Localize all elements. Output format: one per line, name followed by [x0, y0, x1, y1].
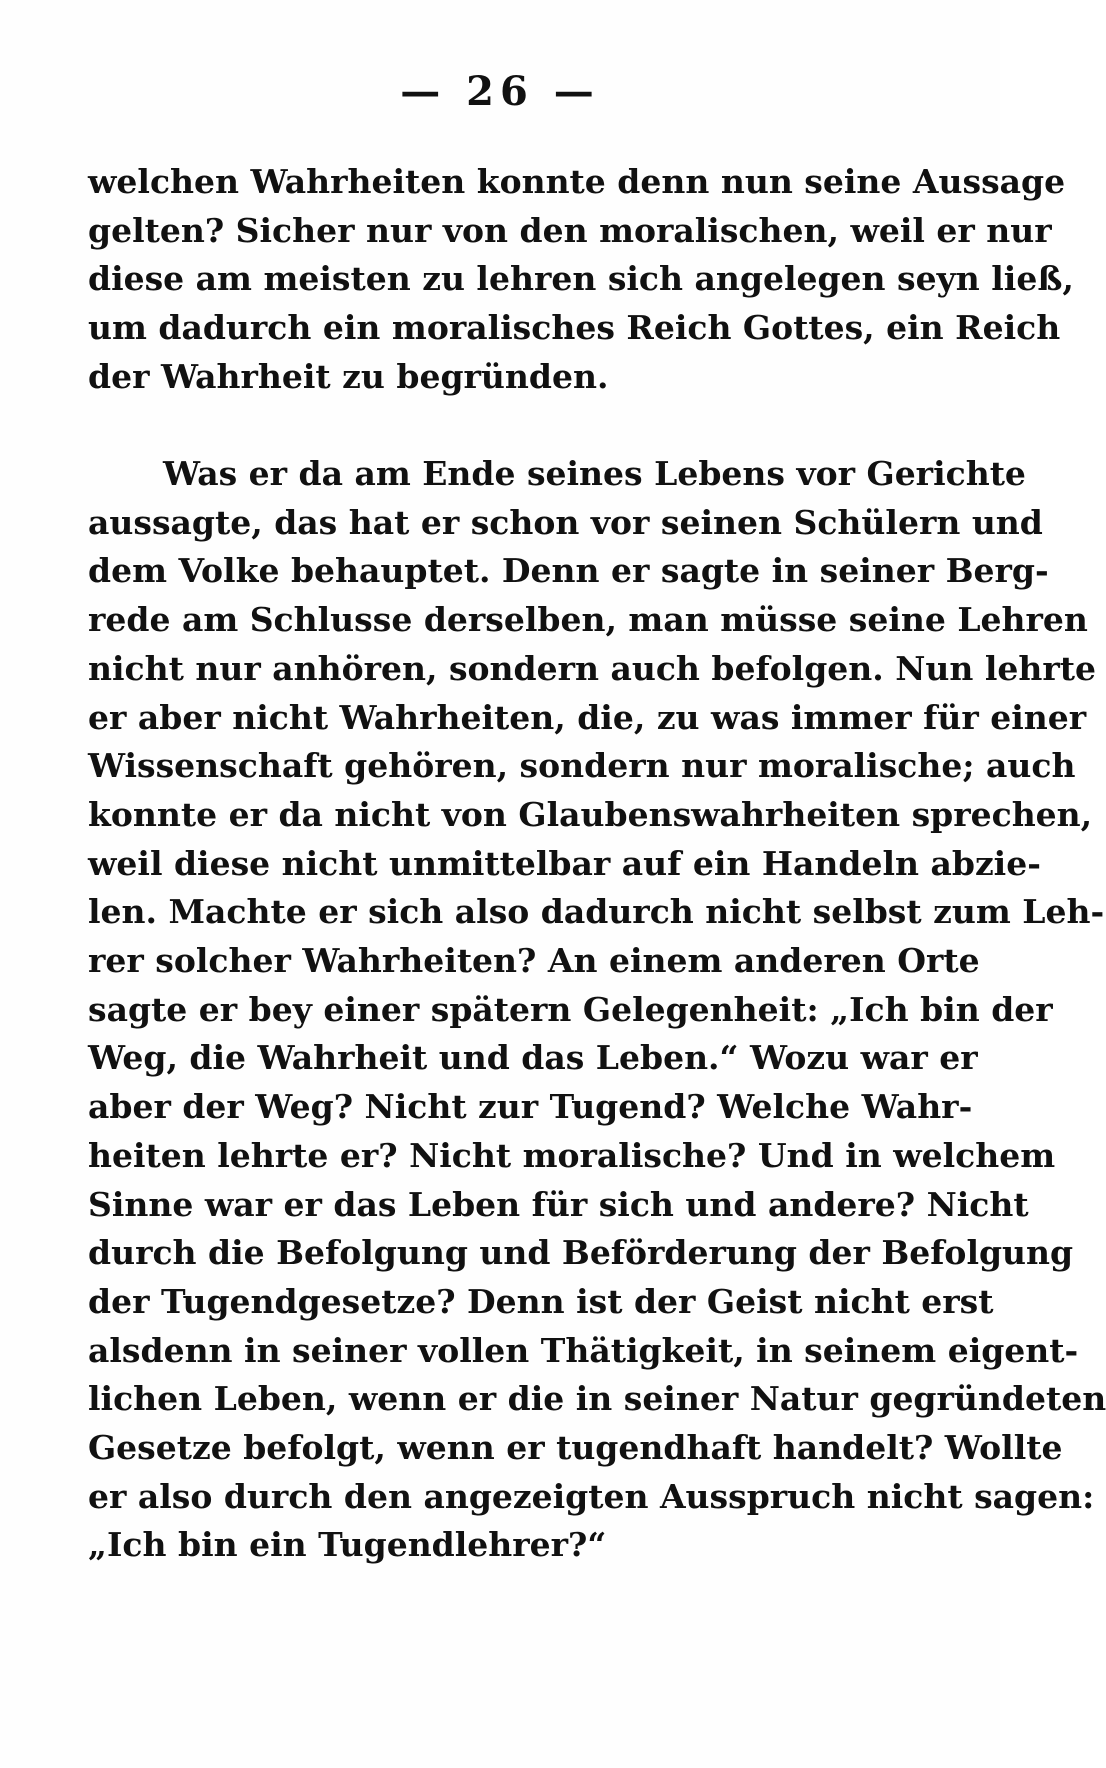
text-line: Sinne war er das Leben für sich und andere? Nicht: [88, 1184, 1029, 1224]
text-line: aussagte, das hat er schon vor seinen Schülern und: [88, 502, 1043, 542]
text-line: um dadurch ein moralisches Reich Gottes, ein Reich: [88, 308, 1061, 348]
text-line: Weg, die Wahrheit und das Leben.“ Wozu war er: [88, 1038, 978, 1078]
text-line: aber der Weg? Nicht zur Tugend? Welche Wahr-: [88, 1087, 973, 1127]
text-line: er also durch den angezeigten Ausspruch nicht sagen:: [88, 1476, 1095, 1516]
text-line: dem Volke behauptet. Denn er sagte in seiner Berg-: [88, 551, 1049, 591]
text-line: gelten? Sicher nur von den moralischen, weil er nur: [88, 210, 1052, 250]
text-line: lichen Leben, wenn er die in seiner Natur gegründeten: [88, 1379, 1106, 1419]
page-number-header: — 26 —: [400, 68, 600, 115]
text-line: welchen Wahrheiten konnte denn nun seine Aussage: [88, 162, 1066, 201]
text-line: len. Machte er sich also dadurch nicht selbst zum Leh-: [88, 892, 1105, 932]
text-line: Gesetze befolgt, wenn er tugendhaft handelt? Wollte: [88, 1428, 1063, 1468]
text-line: rer solcher Wahrheiten? An einem anderen Orte: [88, 941, 980, 981]
text-line: der Wahrheit zu begründen.: [88, 356, 609, 396]
text-line: Wissenschaft gehören, sondern nur moralische; auch: [88, 746, 1076, 786]
text-line: er aber nicht Wahrheiten, die, zu was immer für einer: [88, 697, 1087, 737]
text-line: „Ich bin ein Tugendlehrer?“: [88, 1525, 607, 1565]
text-line: sagte er bey einer spätern Gelegenheit: „Ich bin der: [88, 989, 1053, 1029]
text-line: nicht nur anhören, sondern auch befolgen. Nun lehrte: [88, 648, 1097, 688]
text-line: weil diese nicht unmittelbar auf ein Handeln abzie-: [88, 843, 1041, 883]
text-line: rede am Schlusse derselben, man müsse seine Lehren: [88, 600, 1088, 640]
text-line: heiten lehrte er? Nicht moralische? Und in welchem: [88, 1135, 1056, 1175]
paragraph-1: [88, 158, 1074, 402]
text-line: diese am meisten zu lehren sich angelegen seyn ließ,: [88, 259, 1074, 299]
paragraph-2: [88, 450, 1106, 1570]
text-line: durch die Befolgung und Beförderung der Befolgung: [88, 1233, 1074, 1273]
text-line: der Tugendgesetze? Denn ist der Geist nicht erst: [88, 1281, 994, 1321]
text-line: alsdenn in seiner vollen Thätigkeit, in seinem eigent-: [88, 1330, 1079, 1370]
text-line: Was er da am Ende seines Lebens vor Gerichte: [163, 454, 1026, 493]
text-line: konnte er da nicht von Glaubenswahrheiten sprechen,: [88, 794, 1093, 834]
